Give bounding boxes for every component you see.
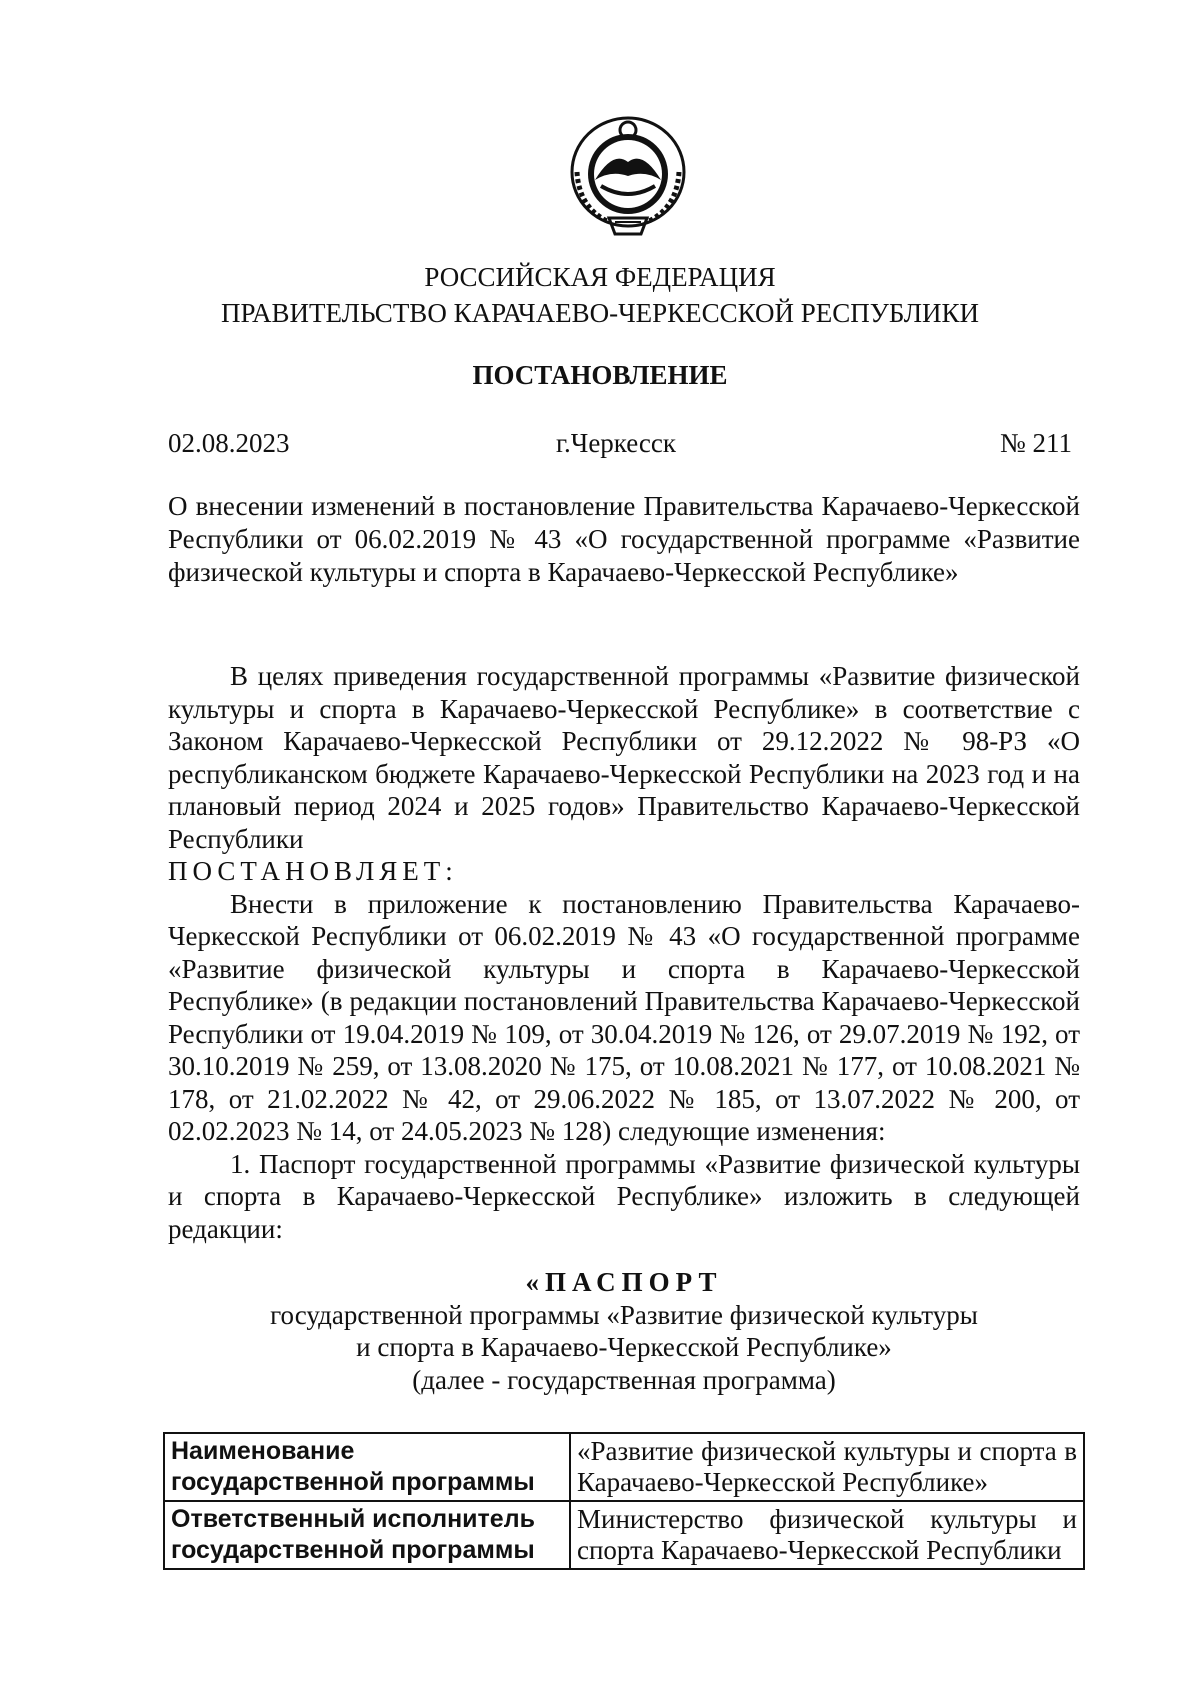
document-city: г.Черкесск xyxy=(556,428,676,458)
header-country: РОССИЙСКАЯ ФЕДЕРАЦИЯ xyxy=(424,262,776,292)
document-body xyxy=(168,660,1080,1245)
document-date: 02.08.2023 xyxy=(168,428,290,458)
document-number: № 211 xyxy=(1000,428,1073,458)
table-row xyxy=(164,1501,1084,1569)
passport-subtitle-1: государственной программы «Развитие физической культуры xyxy=(270,1299,978,1330)
table-label-cell: Наименование государственной программы xyxy=(164,1433,570,1501)
passport-heading xyxy=(168,1266,1080,1396)
amendment-paragraph: Внести в приложение к постановлению Правительства Карачаево-Черкесской Республики от 06.02.2019 № 43 «О государственной программе «Развитие физической культуры и спорта в Карачаево-Черкесской Республике» (в редакции постановлений Правительства Карачаево-Черкесской Республики от 19.04.2019 № 109, от 30.04.2019 № 126, от 29.07.2019 № 192, от 30.10.2019 № 259, от 13.08.2020 № 175, от 10.08.2021 № 177, от 10.08.2021 № 178, от 21.02.2022 № 42, от 29.06.2022 № 185, от 13.07.2022 № 200, от 02.02.2023 № 14, от 24.05.2023 № 128) следующие изменения: xyxy=(168,888,1080,1146)
resolves-heading: ПОСТАНОВЛЯЕТ: xyxy=(168,856,458,886)
coat-of-arms-emblem xyxy=(565,110,691,238)
table-label-cell: Ответственный исполнитель государственной программы xyxy=(164,1501,570,1569)
item-1-paragraph: 1. Паспорт государственной программы «Развитие физической культуры и спорта в Карачаево-Черкесской Республике» изложить в следующей редакции: xyxy=(168,1148,1080,1244)
table-row xyxy=(164,1433,1084,1501)
passport-table xyxy=(163,1432,1085,1570)
passport-subtitle-3: (далее - государственная программа) xyxy=(412,1364,836,1395)
table-value-cell: «Развитие физической культуры и спорта в Карачаево-Черкесской Республике» xyxy=(570,1433,1084,1501)
document-subject: О внесении изменений в постановление Правительства Карачаево-Черкесской Республики от 06.02.2019 № 43 «О государственной программе «Развитие физической культуры и спорта в Карачаево-Черкесской Республике» xyxy=(168,491,1080,587)
document-type: ПОСТАНОВЛЕНИЕ xyxy=(472,360,728,390)
passport-title: «ПАСПОРТ xyxy=(525,1267,723,1297)
table-value-cell: Министерство физической культуры и спорта Карачаево-Черкесской Республики xyxy=(570,1501,1084,1569)
passport-subtitle-2: и спорта в Карачаево-Черкесской Республике» xyxy=(356,1332,892,1362)
header-government: ПРАВИТЕЛЬСТВО КАРАЧАЕВО-ЧЕРКЕССКОЙ РЕСПУБЛИКИ xyxy=(220,298,980,328)
preamble-paragraph: В целях приведения государственной программы «Развитие физической культуры и спорта в Карачаево-Черкесской Республике» в соответствие с Законом Карачаево-Черкесской Республики от 29.12.2022 № 98-РЗ «О республиканском бюджете Карачаево-Черкесской Республики на 2023 год и на плановый период 2024 и 2025 годов» Правительство Карачаево-Черкесской Республики xyxy=(168,661,1080,854)
